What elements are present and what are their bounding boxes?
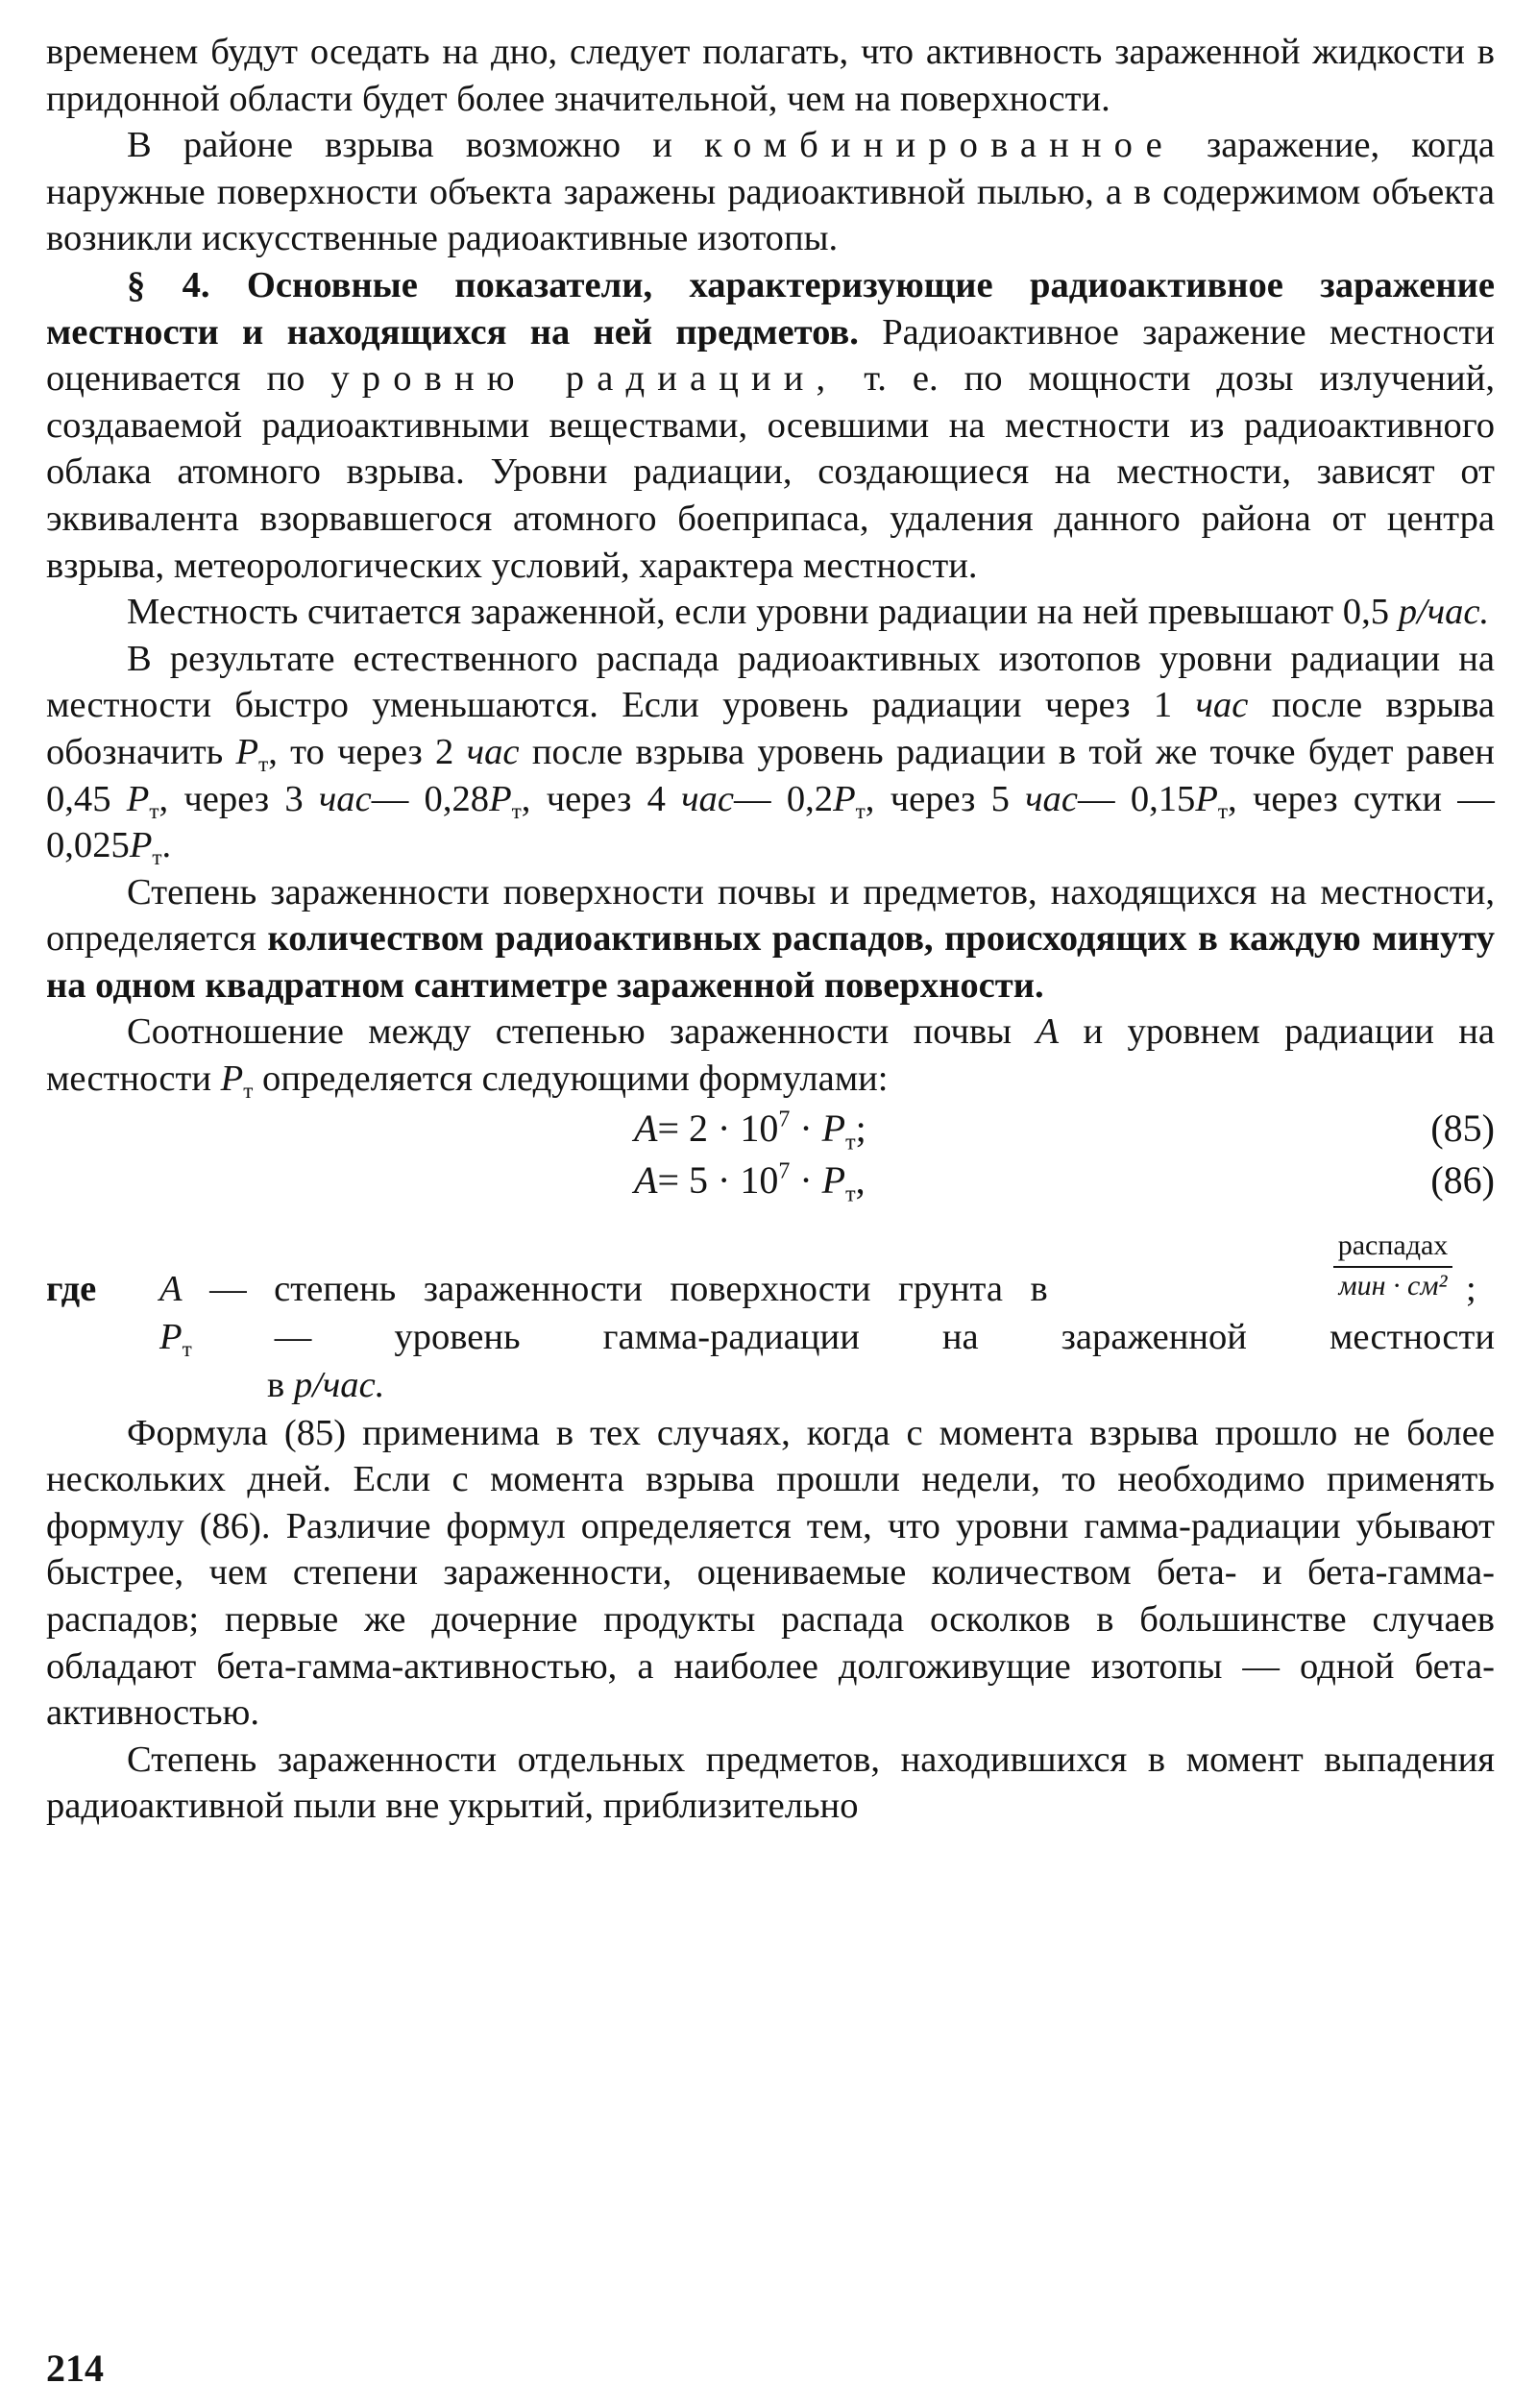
text-run: через 4 — [546, 778, 666, 819]
paragraph-1: временем будут оседать на дно, следует полагать, что активность зараженной жидкости в придонной области будет более значительной, чем на поверхности. — [46, 32, 1495, 119]
subscript: т — [855, 798, 866, 824]
text-run: то через 2 — [290, 731, 454, 772]
paragraph-4 — [46, 589, 1495, 636]
formula-part: · — [790, 1157, 822, 1202]
symbol-p: P — [159, 1316, 183, 1357]
symbol-a: A — [159, 1268, 183, 1309]
formula-expression — [634, 1155, 866, 1206]
punct: , — [1228, 778, 1237, 819]
section-heading: § 4. Основные показатели, характеризующие радиоактивное заражение местности и находящихся на ней предметов. — [46, 264, 1495, 353]
unit: час — [1195, 685, 1249, 726]
symbol-a: A — [634, 1157, 658, 1202]
subscript: т — [149, 798, 159, 824]
paragraph-2 — [46, 122, 1495, 262]
fraction-denominator: мин · см² — [1338, 1269, 1448, 1301]
paragraph-5 — [46, 636, 1495, 869]
text-run: — 0,28 — [371, 778, 490, 819]
symbol-p: P — [126, 778, 150, 819]
text-run: после взрыва обозначить — [46, 685, 1495, 772]
symbol-p: P — [833, 778, 856, 819]
subscript: т — [845, 1130, 856, 1155]
text-run: и уровнем радиации на местности — [46, 1011, 1495, 1100]
formula-part: = 2 · 10 — [657, 1106, 779, 1150]
where-a-definition — [159, 1266, 1495, 1313]
spaced-term-combined: комбинированное — [704, 125, 1175, 166]
text-run: через 3 — [183, 778, 304, 819]
symbol-p: P — [1195, 778, 1218, 819]
punct: . — [161, 825, 172, 866]
where-p-unit — [267, 1362, 384, 1409]
symbol-p: P — [220, 1058, 244, 1100]
text-run: после взрыва уровень радиации в той же точке будет равен 0,45 — [46, 731, 1495, 819]
text-run: Соотношение между степенью зараженности почвы — [127, 1011, 1012, 1053]
text-run: — степень зараженности поверхности грунта в — [209, 1268, 1048, 1309]
punct: , — [159, 778, 169, 819]
punct: , — [865, 778, 875, 819]
symbol-a: A — [634, 1106, 658, 1150]
subscript: т — [845, 1181, 856, 1207]
subscript: т — [182, 1336, 192, 1362]
text-run: — уровень гамма-радиации на зараженной местности — [274, 1316, 1495, 1357]
bold-definition: количеством радиоактивных распадов, происходящих в каждую минуту на одном квадратном сантиметре зараженной поверхности. — [46, 918, 1495, 1006]
symbol-p: P — [821, 1106, 846, 1150]
paragraph-8: Формула (85) применима в тех случаях, когда с момента взрыва прошло не более нескольких дней. Если с момента взрыва прошли недели, то необходимо применять формулу (86). Различие формул определяется тем, что уровни гамма-радиации убывают быстрее, чем степени зараженности, оцениваемые количеством бета- и бета-гамма-распадов; первые же дочерние продукты распада осколков в большинстве случаев обладают бета-гамма-активностью, а наиболее долгоживущие изотопы — одной бета-активностью. — [46, 1412, 1495, 1734]
formula-part: · — [790, 1106, 822, 1150]
text-run: Степень зараженности поверхности почвы и предметов, находящихся на местности, определяется — [46, 871, 1495, 960]
exponent: 7 — [778, 1158, 791, 1184]
unit: час — [1025, 778, 1078, 819]
unit: р/час. — [293, 1364, 385, 1405]
formula-expression — [634, 1103, 866, 1155]
text-run: в — [267, 1364, 285, 1405]
punct: , — [855, 1157, 866, 1202]
punct: , — [521, 778, 531, 819]
paragraph-7 — [46, 1009, 1495, 1105]
text-run: т. е. по мощности дозы излучений, создаваемой радиоактивными веществами, осевшими на местности из радиоактивного облака атомного взрыва. Уровни радиации, создающиеся на местности, зависят от эквивалента взорвавшегося атомного боеприпаса, удаления данного района от центра взрыва, метеорологических условий, характера местности. — [46, 358, 1495, 586]
subscript: т — [152, 845, 162, 871]
equation-number: (86) — [1430, 1157, 1495, 1202]
symbol-p: P — [489, 778, 512, 819]
text-run: В районе взрыва возможно и — [127, 125, 672, 166]
symbol-p: P — [129, 825, 153, 866]
formula-part: = 5 · 10 — [657, 1157, 779, 1202]
text-run: — 0,15 — [1077, 778, 1196, 819]
book-page — [46, 29, 1495, 1830]
symbol-p: P — [235, 731, 259, 772]
text-run: через сутки — 0,025 — [46, 778, 1495, 866]
punct: , — [268, 731, 278, 772]
text-run: через 5 — [890, 778, 1010, 819]
unit: час — [318, 778, 372, 819]
unit: час — [466, 731, 520, 772]
page-number: 214 — [46, 2347, 104, 2390]
exponent: 7 — [778, 1107, 791, 1132]
text-run: Радиоактивное заражение местности оценивается по — [46, 311, 1495, 400]
unit: р/час. — [1398, 592, 1490, 633]
paragraph-9: Степень зараженности отдельных предметов, находившихся в момент выпадения радиоактивной пыли вне укрытий, приблизительно — [46, 1739, 1495, 1827]
subscript: т — [511, 798, 522, 824]
where-p-definition — [159, 1314, 1495, 1361]
unit-fraction — [1333, 1228, 1452, 1304]
symbol-a: A — [1036, 1011, 1060, 1053]
text-run: Местность считается зараженной, если уровни радиации на ней превышают 0,5 — [127, 592, 1390, 633]
where-label: где — [46, 1268, 97, 1309]
subscript: т — [258, 752, 269, 777]
where-block — [46, 1228, 1495, 1410]
unit: час — [681, 778, 734, 819]
formula-86 — [46, 1155, 1495, 1206]
text-run: — 0,2 — [733, 778, 834, 819]
spaced-term-radiation-level: уровню радиации, — [330, 358, 839, 400]
fraction-numerator: распадах — [1333, 1228, 1452, 1268]
symbol-p: P — [821, 1157, 846, 1202]
punct: ; — [855, 1106, 866, 1150]
paragraph-6 — [46, 869, 1495, 1009]
text-run: определяется следующими формулами: — [262, 1058, 889, 1100]
punct: ; — [1466, 1268, 1476, 1309]
formula-85 — [46, 1103, 1495, 1155]
subscript: т — [243, 1079, 254, 1105]
subscript: т — [1217, 798, 1229, 824]
equation-number: (85) — [1430, 1106, 1495, 1150]
text-run: заражение, когда наружные поверхности объекта заражены радиоактивной пылью, а в содержимом объекта возникли искусственные радиоактивные изотопы. — [46, 125, 1495, 259]
paragraph-3 — [46, 262, 1495, 589]
text-run: В результате естественного распада радиоактивных изотопов уровни радиации на местности быстро уменьшаются. Если уровень радиации через 1 — [46, 638, 1495, 726]
